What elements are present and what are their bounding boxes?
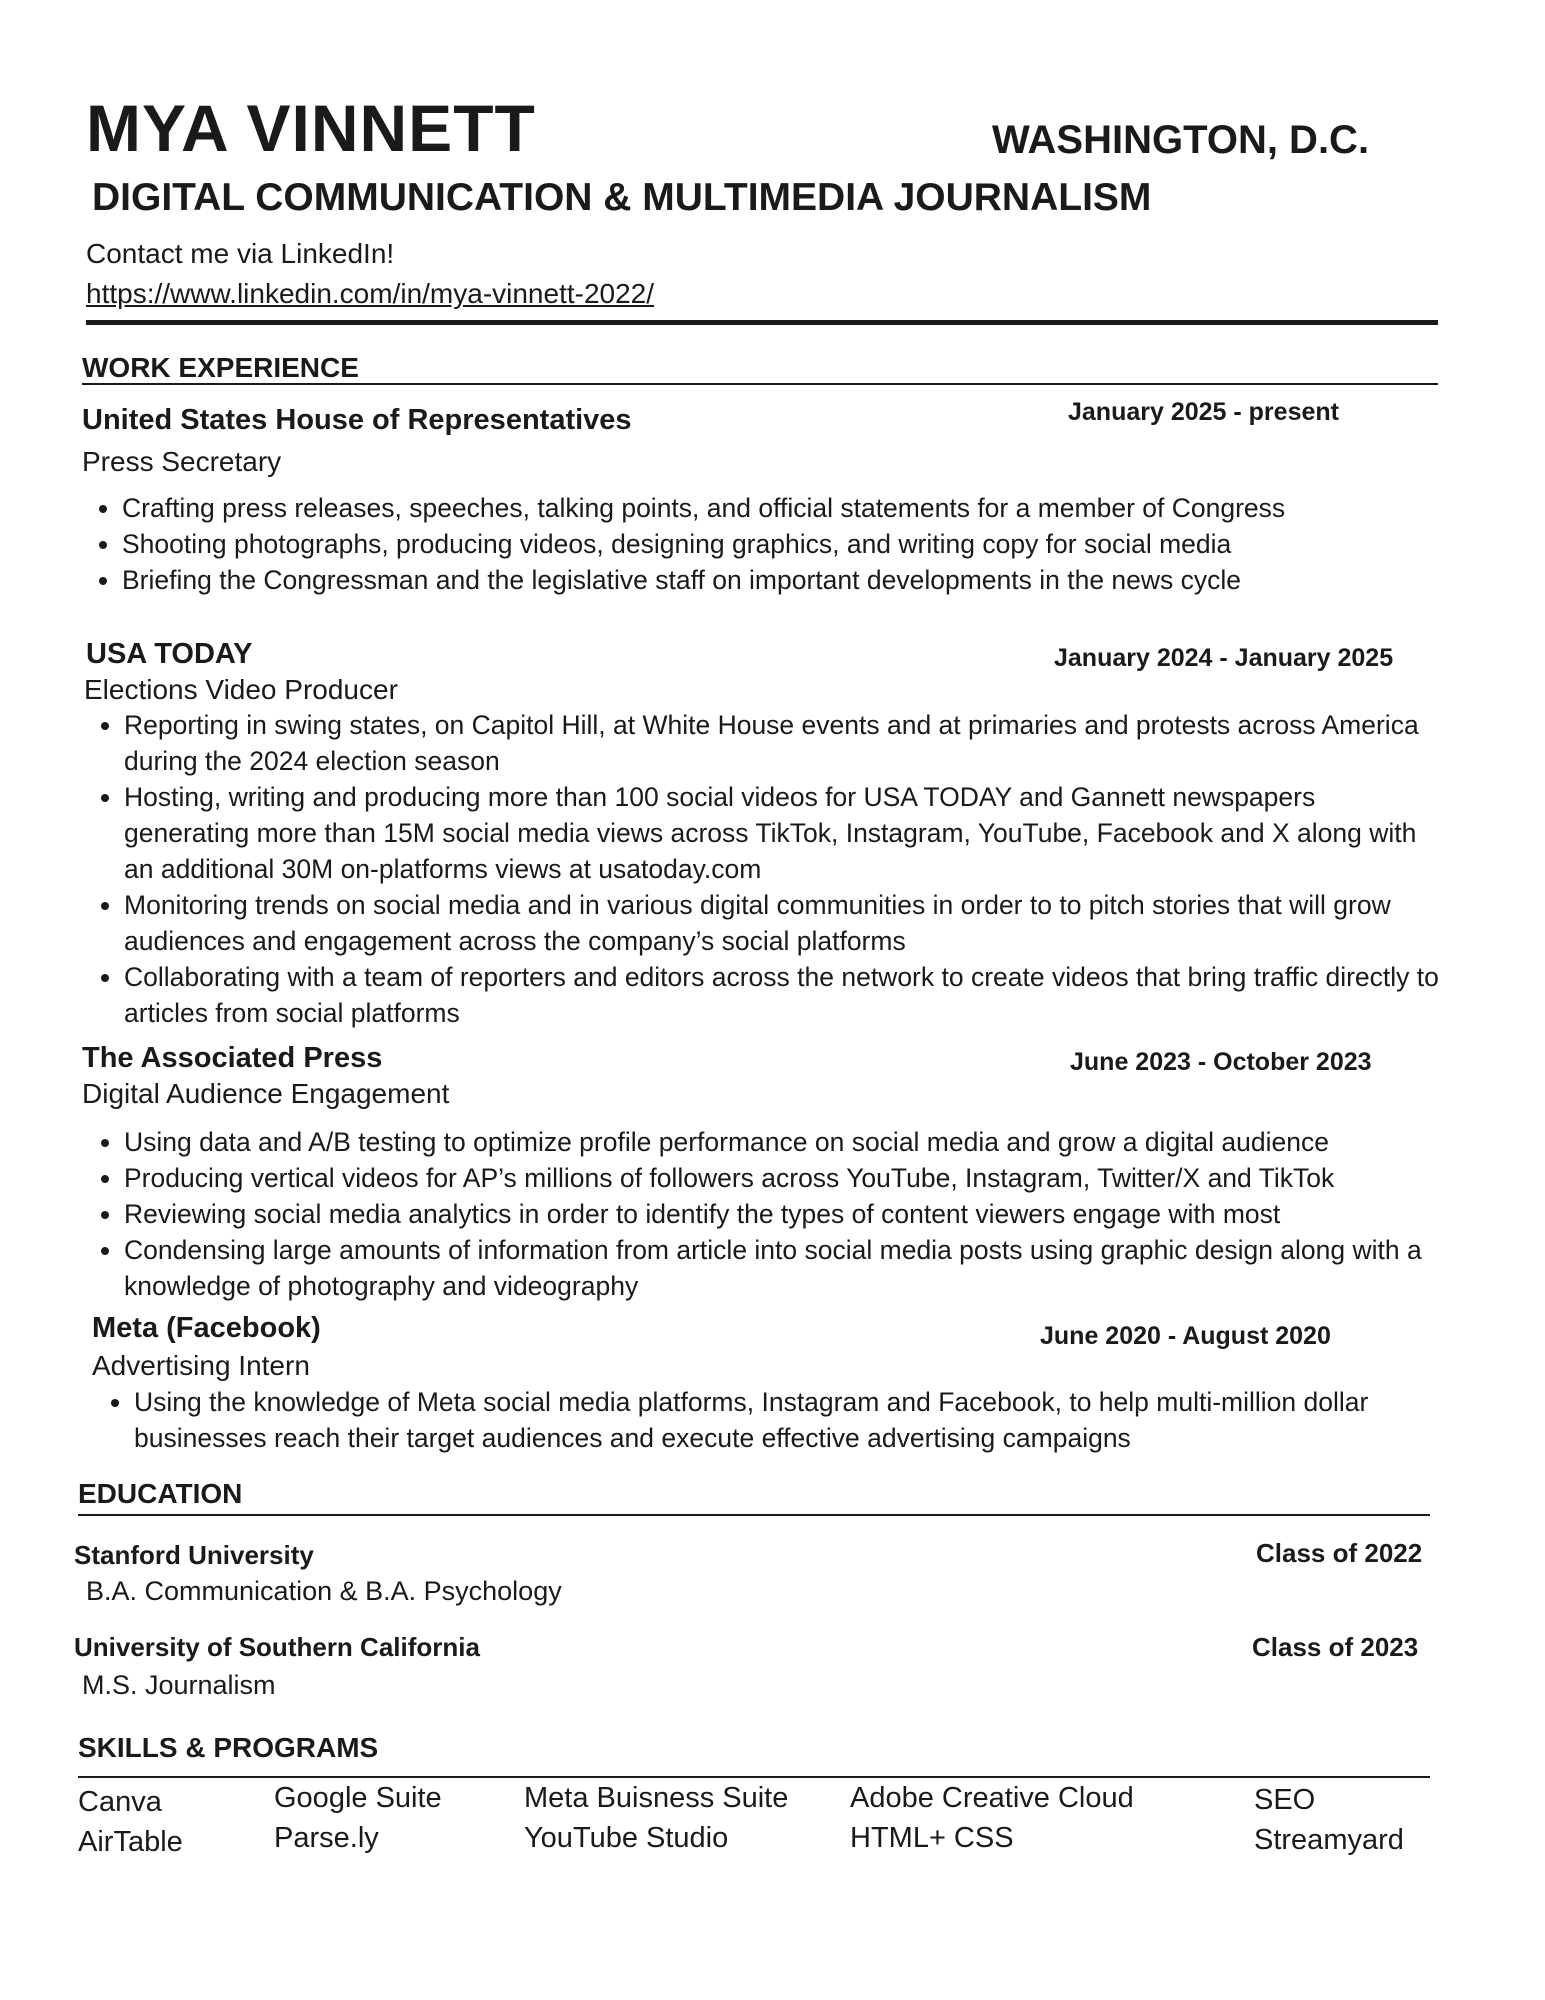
list-item: • Reporting in swing states, on Capitol Hill, at White House events and at primaries and protests across America during the 2024 election season [124,707,1444,779]
job-bullets [86,707,1444,1031]
school-degree: M.S. Journalism [82,1670,276,1700]
work-experience-title: WORK EXPERIENCE [82,352,359,383]
school-class: Class of 2023 [1252,1632,1419,1662]
list-item: • Condensing large amounts of information from article into social media posts using graphic design along with a knowledge of photography and videography [124,1232,1464,1304]
list-item: • Crafting press releases, speeches, talking points, and official statements for a member of Congress [122,490,1452,526]
skill-item: HTML+ CSS [850,1822,1014,1854]
list-item: • Using the knowledge of Meta social media platforms, Instagram and Facebook, to help multi-million dollar businesses reach their target audiences and execute effective advertising campaigns [134,1384,1434,1456]
job-bullets [84,490,1452,598]
school-name: Stanford University [74,1540,314,1570]
job-role: Digital Audience Engagement [82,1078,450,1109]
list-item: • Using data and A/B testing to optimize profile performance on social media and grow a digital audience [124,1124,1464,1160]
job-dates: June 2020 - August 2020 [1040,1322,1331,1350]
job-dates: June 2023 - October 2023 [1070,1048,1372,1076]
contact-text: Contact me via LinkedIn! [86,238,395,269]
job-org: The Associated Press [82,1042,383,1074]
list-item: • Producing vertical videos for AP’s millions of followers across YouTube, Instagram, Twitter/X and TikTok [124,1160,1464,1196]
skill-item: AirTable [78,1826,183,1858]
skill-item: Meta Buisness Suite [524,1782,789,1814]
skills-title: SKILLS & PROGRAMS [78,1732,379,1763]
skill-item: Adobe Creative Cloud [850,1782,1134,1814]
skill-item: SEO [1254,1784,1316,1816]
job-role: Elections Video Producer [84,674,398,705]
skill-item: Streamyard [1254,1824,1404,1856]
list-item: • Shooting photographs, producing videos, designing graphics, and writing copy for social media [122,526,1452,562]
skill-item: YouTube Studio [524,1822,729,1854]
list-item: • Hosting, writing and producing more than 100 social videos for USA TODAY and Gannett newspapers generating more than 15M social media views across TikTok, Instagram, YouTube, Facebook and X along with an additional 30M on-platforms views at usatoday.com [124,779,1444,887]
job-org: Meta (Facebook) [92,1312,321,1344]
list-item: • Monitoring trends on social media and in various digital communities in order to to pitch stories that will grow audiences and engagement across the company’s social platforms [124,887,1444,959]
job-role: Press Secretary [82,446,282,477]
linkedin-link[interactable]: https://www.linkedin.com/in/mya-vinnett-2022/ [86,278,655,309]
header-divider [86,320,1438,325]
list-item: • Reviewing social media analytics in order to identify the types of content viewers engage with most [124,1196,1464,1232]
skills-divider [78,1776,1430,1778]
education-title: EDUCATION [78,1478,243,1509]
headline: DIGITAL COMMUNICATION & MULTIMEDIA JOURNALISM [92,176,1152,219]
location: WASHINGTON, D.C. [992,118,1370,162]
job-org: United States House of Representatives [82,404,632,436]
skill-item: Parse.ly [274,1822,379,1854]
list-item: • Briefing the Congressman and the legislative staff on important developments in the news cycle [122,562,1452,598]
skill-item: Canva [78,1786,162,1818]
list-item: • Collaborating with a team of reporters and editors across the network to create videos that bring traffic directly to articles from social platforms [124,959,1444,1031]
job-org: USA TODAY [86,638,253,670]
work-divider [82,383,1438,385]
job-bullets [86,1124,1464,1304]
school-class: Class of 2022 [1256,1538,1423,1568]
job-role: Advertising Intern [92,1350,310,1381]
school-name: University of Southern California [74,1632,480,1662]
job-dates: January 2025 - present [1068,398,1339,426]
school-degree: B.A. Communication & B.A. Psychology [86,1576,562,1606]
job-dates: January 2024 - January 2025 [1054,644,1394,672]
resume-name: MYA VINNETT [86,91,536,165]
job-bullets [96,1384,1434,1456]
skill-item: Google Suite [274,1782,442,1814]
education-divider [78,1514,1430,1516]
